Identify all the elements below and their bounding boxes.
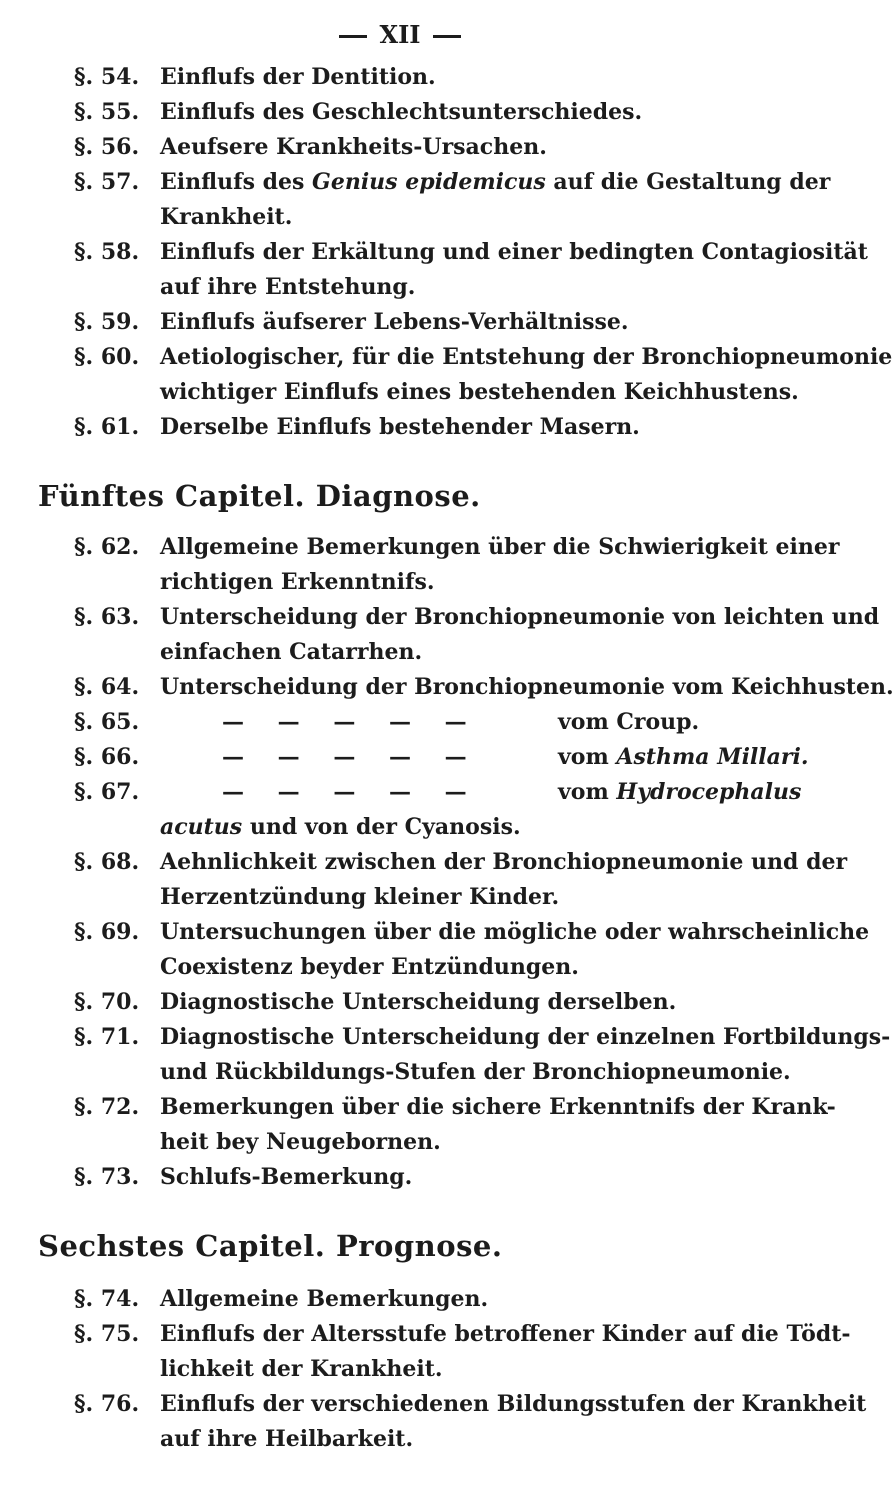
section-title-continued: auf ihre Heilbarkeit. xyxy=(160,1426,414,1452)
section-title-continued: richtigen Erkenntnifs. xyxy=(160,569,435,595)
section-title: Einflufs der Dentition. xyxy=(160,64,436,90)
section-number: §. 64. xyxy=(74,674,140,700)
section-title: Schlufs-Bemerkung. xyxy=(160,1164,413,1190)
ditto-dashes: — — — — — xyxy=(222,709,467,735)
chapter-label: Fünftes Capitel. xyxy=(38,479,306,513)
section-title: Bemerkungen über die sichere Erkenntnifs der Krank- xyxy=(160,1094,836,1120)
section-title: Derselbe Einflufs bestehender Masern. xyxy=(160,414,640,440)
section-title: Einflufs der verschiedenen Bildungsstufen der Krankheit xyxy=(160,1391,867,1417)
section-number: §. 61. xyxy=(74,414,140,440)
section-number: §. 76. xyxy=(74,1391,140,1417)
section-title: Aetiologischer, für die Entstehung der Bronchiopneumonie xyxy=(160,344,893,370)
section-title: Einflufs des Geschlechtsunterschiedes. xyxy=(160,99,643,125)
latin-term: Hydrocephalus xyxy=(616,779,802,805)
section-title: Diagnostische Unterscheidung derselben. xyxy=(160,989,677,1015)
section-title: Allgemeine Bemerkungen. xyxy=(160,1286,489,1312)
section-number: §. 69. xyxy=(74,919,140,945)
section-title-continued: lichkeit der Krankheit. xyxy=(160,1356,443,1382)
section-title: Diagnostische Unterscheidung der einzelnen Fortbildungs- xyxy=(160,1024,891,1050)
section-number: §. 57. xyxy=(74,169,140,195)
section-title: Einflufs der Altersstufe betroffener Kinder auf die Tödt- xyxy=(160,1321,851,1347)
section-title: Untersuchungen über die mögliche oder wahrscheinliche xyxy=(160,919,870,945)
section-title: vom Asthma Millari. xyxy=(558,744,809,770)
section-number: §. 54. xyxy=(74,64,140,90)
section-title-continued: heit bey Neugebornen. xyxy=(160,1129,441,1155)
section-number: §. 58. xyxy=(74,239,140,265)
section-title: Einflufs der Erkältung und einer bedingten Contagiosität xyxy=(160,239,868,265)
latin-term: Asthma Millari. xyxy=(616,744,809,770)
chapter-title: Diagnose. xyxy=(315,479,481,513)
header-dash-right xyxy=(433,35,461,38)
section-number: §. 70. xyxy=(74,989,140,1015)
section-number: §. 74. xyxy=(74,1286,140,1312)
chapter-heading xyxy=(38,478,758,514)
section-number: §. 73. xyxy=(74,1164,140,1190)
section-number: §. 62. xyxy=(74,534,140,560)
section-title: Unterscheidung der Bronchiopneumonie von leichten und xyxy=(160,604,880,630)
ditto-dashes: — — — — — xyxy=(222,779,467,805)
chapter-title: Prognose. xyxy=(335,1229,503,1263)
section-title-continued: Herzentzündung kleiner Kinder. xyxy=(160,884,560,910)
ditto-dashes: — — — — — xyxy=(222,744,467,770)
section-title: Unterscheidung der Bronchiopneumonie vom Keichhusten. xyxy=(160,674,894,700)
section-number: §. 63. xyxy=(74,604,140,630)
section-number: §. 60. xyxy=(74,344,140,370)
section-number: §. 75. xyxy=(74,1321,140,1347)
section-title-continued: einfachen Catarrhen. xyxy=(160,639,423,665)
section-title-continued: auf ihre Entstehung. xyxy=(160,274,416,300)
latin-term: Genius epidemicus xyxy=(312,169,546,195)
section-number: §. 67. xyxy=(74,779,140,805)
section-number: §. 66. xyxy=(74,744,140,770)
section-number: §. 72. xyxy=(74,1094,140,1120)
section-title: Einflufs des Genius epidemicus auf die Gestaltung der xyxy=(160,169,831,195)
section-title-continued: acutus und von der Cyanosis. xyxy=(160,814,521,840)
section-title: Allgemeine Bemerkungen über die Schwierigkeit einer xyxy=(160,534,840,560)
section-title: vom Hydrocephalus xyxy=(558,779,802,805)
page-header xyxy=(0,20,800,50)
chapter-heading xyxy=(38,1228,758,1264)
section-title-continued: wichtiger Einflufs eines bestehenden Keichhustens. xyxy=(160,379,799,405)
section-number: §. 55. xyxy=(74,99,140,125)
section-title-continued: Coexistenz beyder Entzündungen. xyxy=(160,954,579,980)
section-number: §. 71. xyxy=(74,1024,140,1050)
chapter-label: Sechstes Capitel. xyxy=(38,1229,326,1263)
header-dash-left xyxy=(339,35,367,38)
page-number: XII xyxy=(379,20,421,49)
section-number: §. 65. xyxy=(74,709,140,735)
section-title-continued: Krankheit. xyxy=(160,204,293,230)
section-title: Aeufsere Krankheits-Ursachen. xyxy=(160,134,547,160)
section-title: Einflufs äufserer Lebens-Verhältnisse. xyxy=(160,309,629,335)
section-title-continued: und Rückbildungs-Stufen der Bronchiopneumonie. xyxy=(160,1059,791,1085)
section-title: Aehnlichkeit zwischen der Bronchiopneumonie und der xyxy=(160,849,848,875)
latin-term: acutus xyxy=(160,814,243,840)
section-number: §. 68. xyxy=(74,849,140,875)
section-number: §. 59. xyxy=(74,309,140,335)
section-number: §. 56. xyxy=(74,134,140,160)
section-title: vom Croup. xyxy=(558,709,700,735)
